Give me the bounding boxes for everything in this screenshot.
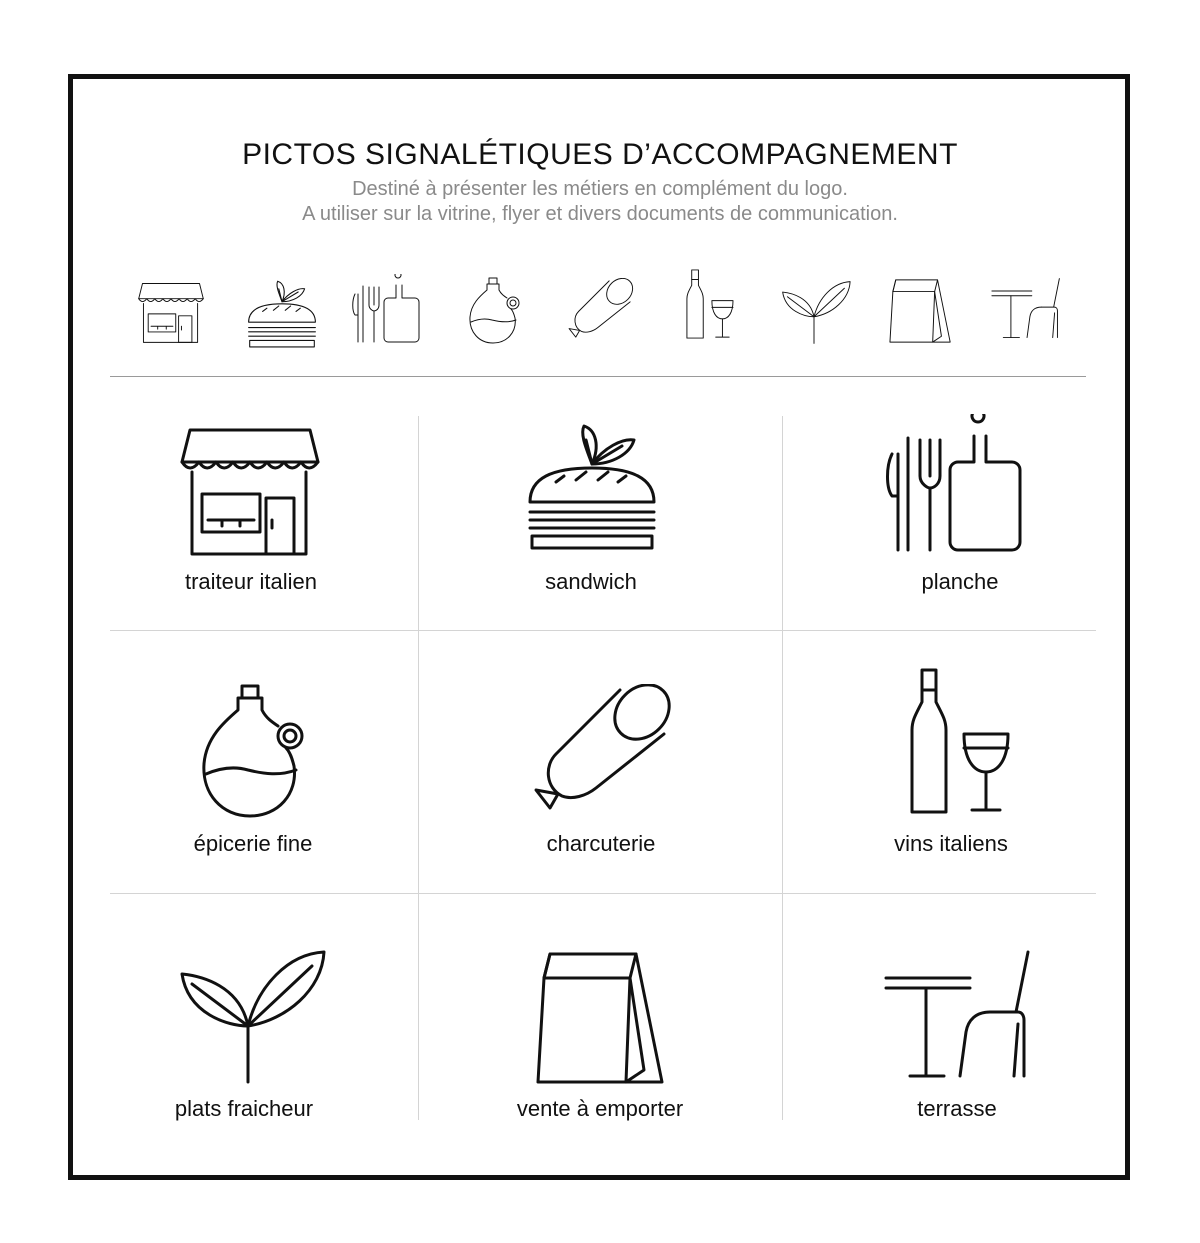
grid-label: traiteur italien (184, 569, 318, 594)
grid-divider (782, 416, 783, 1120)
oil-bottle-icon (194, 682, 314, 822)
grid-divider (110, 893, 1096, 894)
sprout-icon (168, 946, 328, 1086)
grid-divider (418, 416, 419, 1120)
sprout-icon (776, 278, 852, 346)
paper-bag-icon (534, 948, 674, 1088)
grid-label: vins italiens (894, 831, 1008, 856)
salami-icon (566, 278, 638, 340)
subtitle-line-1: Destiné à présenter les métiers en complément du logo. (352, 178, 848, 200)
wine-icon (898, 666, 1018, 816)
cutlery-board-icon (882, 414, 1022, 554)
oil-bottle-icon (465, 276, 525, 346)
icon-strip (0, 266, 1200, 346)
wine-icon (680, 268, 738, 340)
table-chair-icon (882, 948, 1042, 1088)
grid-label: plats fraicheur (174, 1096, 314, 1121)
grid-label: sandwich (545, 569, 637, 594)
salami-icon (530, 684, 680, 814)
shop-icon (170, 420, 330, 560)
subtitle-line-2: A utiliser sur la vitrine, flyer et divers documents de communication. (302, 203, 898, 225)
grid-label: épicerie fine (193, 831, 313, 856)
cutlery-board-icon (350, 274, 420, 344)
sandwich-icon (522, 420, 662, 550)
grid-label: charcuterie (546, 831, 656, 856)
paper-bag-icon (888, 276, 956, 346)
grid-label: planche (921, 569, 999, 594)
page-title: PICTOS SIGNALÉTIQUES D’ACCOMPAGNEMENT (242, 138, 958, 171)
shop-icon (133, 278, 209, 346)
grid-label: vente à emporter (516, 1096, 684, 1121)
sandwich-icon (244, 278, 320, 348)
section-divider (110, 376, 1086, 377)
table-chair-icon (990, 276, 1066, 344)
grid-label: terrasse (917, 1096, 997, 1121)
grid-divider (110, 630, 1096, 631)
